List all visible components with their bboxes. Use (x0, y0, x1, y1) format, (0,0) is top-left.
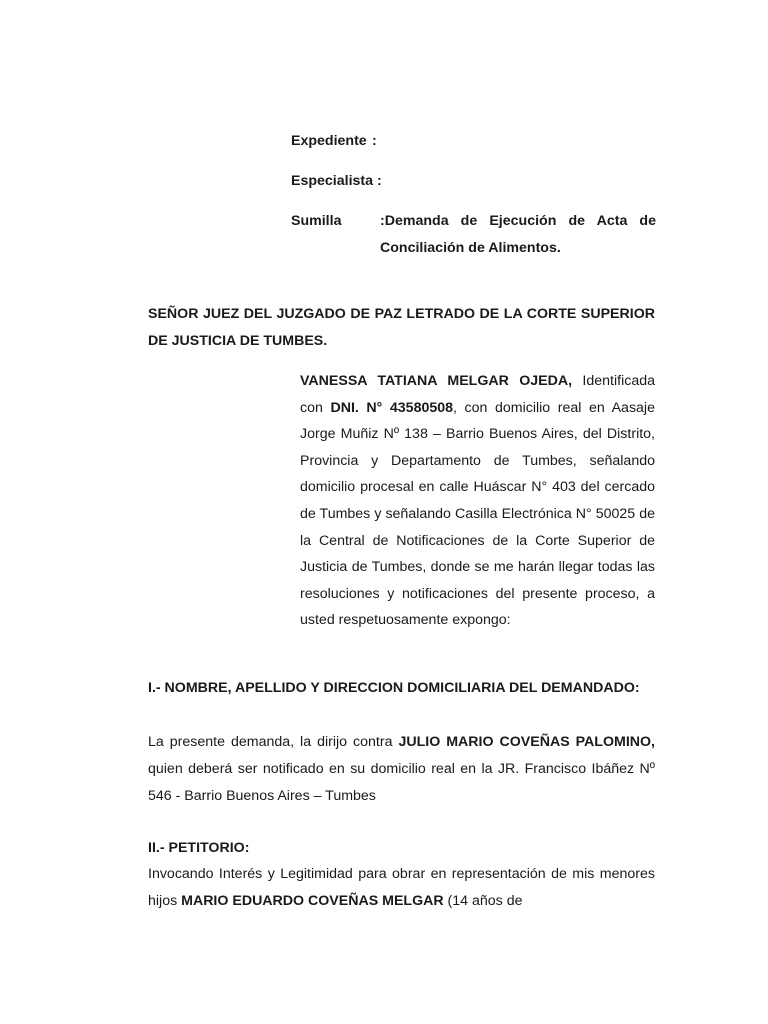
sumilla-row (291, 208, 656, 256)
plaintiff-name: VANESSA TATIANA MELGAR OJEDA, (300, 373, 573, 389)
sumilla-text: :Demanda de Ejecución de Acta de Conciliación de Alimentos. (380, 213, 656, 256)
section-1-heading: I.- NOMBRE, APELLIDO Y DIRECCION DOMICILIARIA DEL DEMANDADO: (148, 680, 640, 696)
expediente-colon: : (372, 133, 377, 149)
sumilla-label: Sumilla (291, 213, 342, 229)
intro-text-1: Identificada con (300, 373, 655, 416)
section-1-text-2: quien deberá ser notificado en su domicilio real en la JR. Francisco Ibáñez Nº 546 - Barrio Buenos Aires – Tumbes (148, 761, 655, 804)
defendant-name: JULIO MARIO COVEÑAS PALOMINO, (398, 734, 655, 750)
especialista-label: Especialista : (291, 173, 382, 189)
section-2-heading: II.- PETITORIO: (148, 840, 250, 856)
child-name: MARIO EDUARDO COVEÑAS MELGAR (181, 893, 444, 909)
section-2-text-1: Invocando Interés y Legitimidad para obrar en representación de mis menores hijos (148, 866, 655, 909)
section-2-text-2: (14 años de (443, 893, 523, 909)
section-1-paragraph (148, 729, 655, 810)
expediente-label: Expediente (291, 133, 367, 149)
plaintiff-dni: DNI. N° 43580508 (330, 399, 454, 416)
intro-text-2: , con domicilio real en Aasaje Jorge Muñiz Nº 138 – Barrio Buenos Aires, del Distrito, Provincia y Departamento de Tumbes, señalando domicilio procesal en calle Huáscar N° 403 del cercado de Tumbes y señalando Casilla Electrónica N° 50025 de la Central de Notificaciones de la Corte Superior de Justicia de Tumbes, donde se me harán llegar todas las resoluciones y notificaciones del presente proceso, a usted respetuosamente expongo: (300, 399, 655, 629)
section-1-text-1: La presente demanda, la dirijo contra (148, 734, 399, 750)
section-2-paragraph (148, 861, 655, 915)
expediente-row (291, 128, 380, 155)
intro-paragraph (300, 368, 655, 634)
especialista-row (291, 168, 382, 195)
addressee: SEÑOR JUEZ DEL JUZGADO DE PAZ LETRADO DE LA CORTE SUPERIOR DE JUSTICIA DE TUMBES. (148, 306, 655, 349)
